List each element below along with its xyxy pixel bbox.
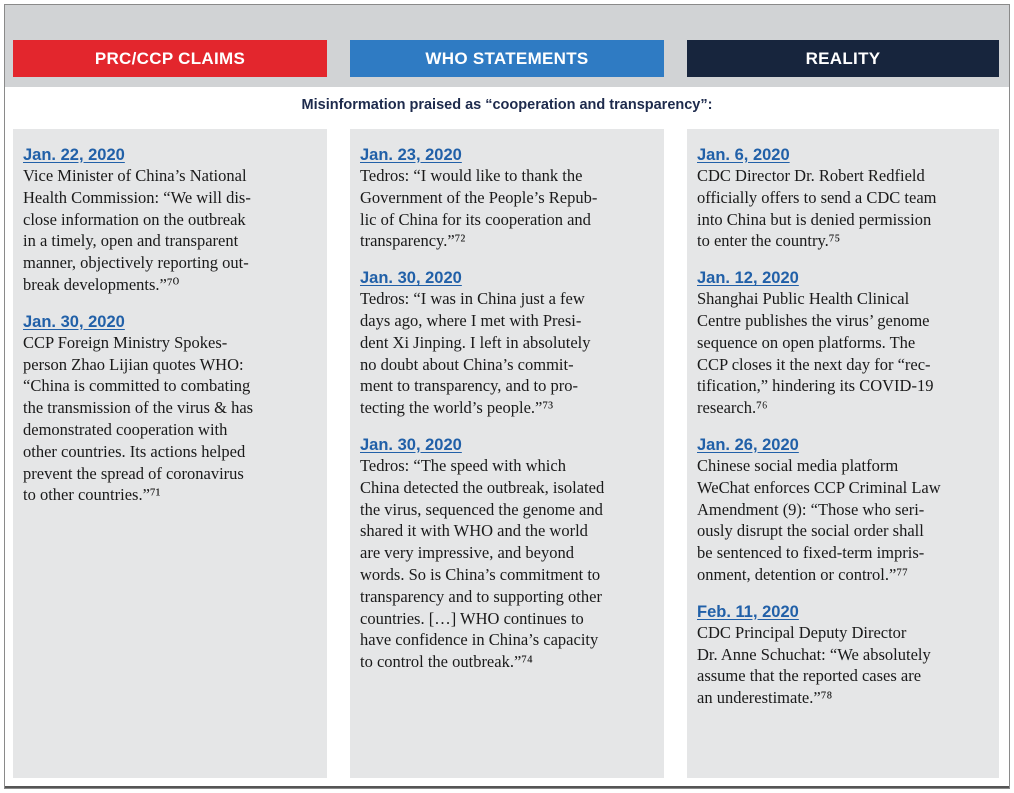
prc-claims-column [13, 129, 327, 778]
entry-text: CDC Director Dr. Robert Redfield officially offers to send a CDC team into China but is denied permission to enter the country.⁷⁵ [697, 166, 937, 251]
section-subtitle: Misinformation praised as “cooperation and transparency”: [301, 97, 713, 113]
prc-claims-header: PRC/CCP CLAIMS [13, 40, 327, 77]
entry-text: Shanghai Public Health Clinical Centre publishes the virus’ genome sequence on open platforms. The CCP closes it the next day for “rec- tification,” hindering its COVID-19 research.⁷⁶ [697, 289, 934, 418]
timeline-entry [360, 436, 656, 673]
who-statements-header: WHO STATEMENTS [350, 40, 664, 77]
entry-date: Jan. 30, 2020 [360, 435, 462, 454]
entry-text: Tedros: “I was in China just a few days ago, where I met with Presi- dent Xi Jinping. I left in absolutely no doubt about China’s commit- ment to transparency, and to pro- tecting the world’s people.”⁷³ [360, 289, 591, 418]
bottom-rule [5, 786, 1009, 788]
entry-text: Tedros: “I would like to thank the Government of the People’s Repub- lic of China for its cooperation and transparency.”⁷² [360, 166, 598, 251]
entry-text: CCP Foreign Ministry Spokes- person Zhao Lijian quotes WHO: “China is committed to combating the transmission of the virus & has demonstrated cooperation with other countries. Its actions helped prevent the spread of coronavirus to other countries.”⁷¹ [23, 332, 254, 505]
entry-date: Jan. 26, 2020 [697, 435, 799, 454]
timeline-entry [360, 146, 656, 252]
timeline-entry [697, 436, 991, 586]
entry-date: Jan. 12, 2020 [697, 269, 799, 288]
entry-text: CDC Principal Deputy Director Dr. Anne Schuchat: “We absolutely assume that the reported cases are an underestimate.”⁷⁸ [697, 622, 931, 708]
timeline-entry [697, 603, 991, 709]
entry-text: Vice Minister of China’s National Health Commission: “We will dis- close information on the outbreak in a timely, open and transparent manner, objectively reporting out- break developments.”⁷⁰ [23, 166, 251, 294]
timeline-entry [697, 269, 991, 419]
entry-date: Feb. 11, 2020 [697, 602, 799, 621]
entry-date: Jan. 23, 2020 [360, 146, 462, 164]
timeline-entry [23, 313, 319, 506]
reality-column [687, 129, 999, 778]
entry-date: Jan. 30, 2020 [360, 269, 462, 288]
entry-date: Jan. 30, 2020 [23, 312, 125, 331]
entry-text: Chinese social media platform WeChat enforces CCP Criminal Law Amendment (9): “Those who seri- ously disrupt the social order shall be sentenced to fixed-term impris- onment, detention or control.”⁷⁷ [697, 455, 941, 584]
timeline-entry [697, 146, 991, 252]
who-statements-column [350, 129, 664, 778]
entry-date: Jan. 22, 2020 [23, 146, 125, 164]
entry-date: Jan. 6, 2020 [697, 146, 790, 164]
timeline-entry [360, 269, 656, 419]
timeline-entry [23, 146, 319, 296]
reality-header: REALITY [687, 40, 999, 77]
entry-text: Tedros: “The speed with which China detected the outbreak, isolated the virus, sequenced the genome and shared it with WHO and the world are very impressive, and beyond words. So is China’s commitment to transparency and to supporting other countries. […] WHO continues to have confidence in China’s capacity to control the outbreak.”⁷⁴ [360, 455, 605, 672]
